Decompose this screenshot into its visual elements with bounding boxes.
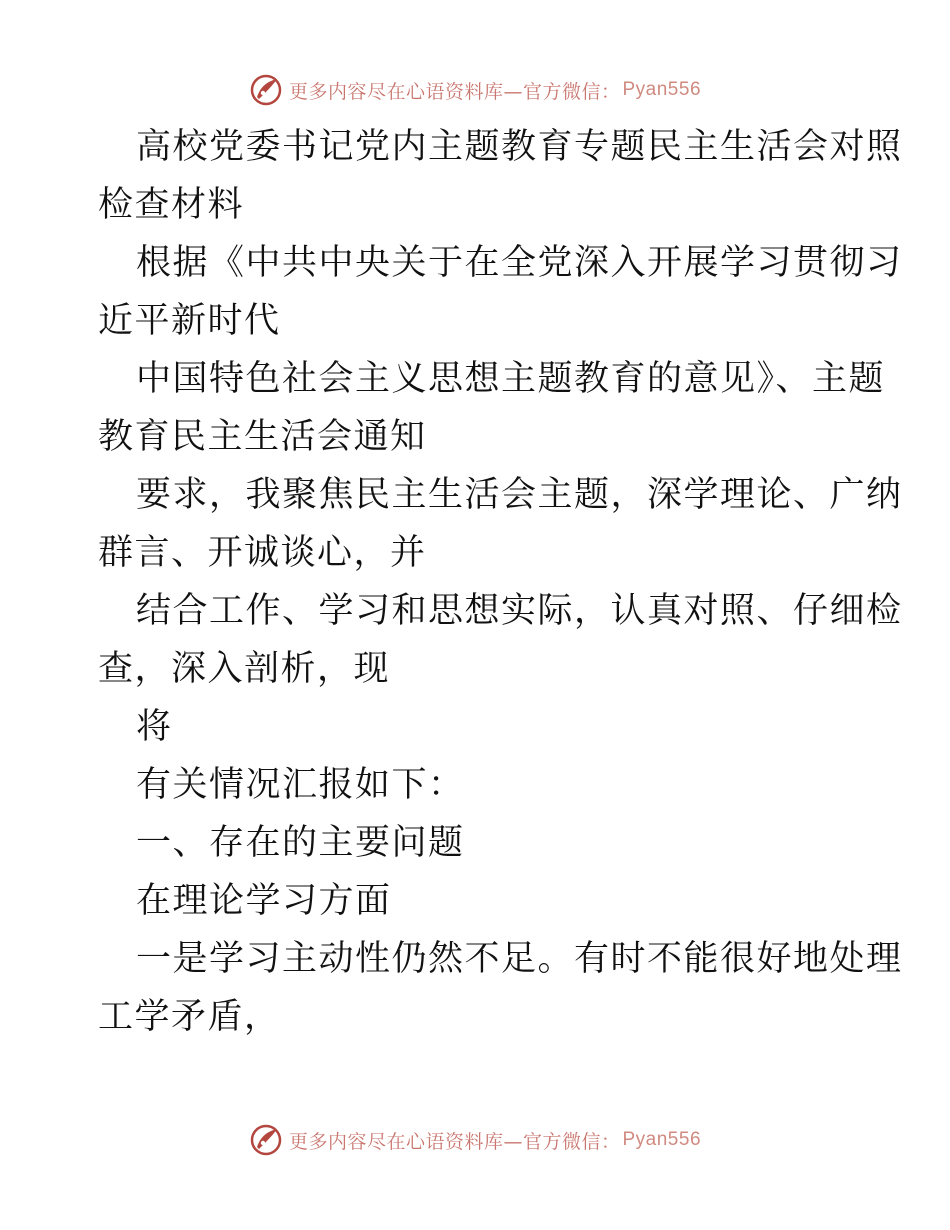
paragraph-line: 结合工作、学习和思想实际，认真对照、仔细检 xyxy=(136,591,903,631)
paragraph-line: 工学矛盾， xyxy=(98,997,281,1037)
paragraph-line: 群言、开诚谈心，并 xyxy=(98,533,427,573)
title-line-1: 高校党委书记党内主题教育专题民主生活会对照 xyxy=(136,127,903,167)
footer-banner xyxy=(0,1120,950,1160)
subsection-heading: 在理论学习方面 xyxy=(136,881,392,921)
paragraph-line: 中国特色社会主义思想主题教育的意见》、主题 xyxy=(136,359,886,399)
header-banner-wechat-id: Pyan556 xyxy=(622,79,702,100)
title-line-2: 检查材料 xyxy=(98,185,245,225)
pen-logo-icon xyxy=(249,73,283,107)
footer-banner-text: 更多内容尽在心语资料库—官方微信： xyxy=(288,1130,621,1153)
paragraph-line: 有关情况汇报如下： xyxy=(136,765,465,805)
pen-logo-icon xyxy=(249,1123,283,1157)
footer-banner-wechat-id: Pyan556 xyxy=(622,1129,702,1150)
paragraph-line: 查，深入剖析，现 xyxy=(98,649,391,689)
paragraph-line: 近平新时代 xyxy=(98,301,281,341)
section-heading: 一、存在的主要问题 xyxy=(136,823,465,863)
paragraph-line: 要求，我聚焦民主生活会主题，深学理论、广纳 xyxy=(136,475,903,515)
document-body xyxy=(98,118,903,1046)
paragraph-line: 将 xyxy=(136,707,173,747)
paragraph-line: 教育民主生活会通知 xyxy=(98,417,427,457)
header-banner-text: 更多内容尽在心语资料库—官方微信： xyxy=(288,80,621,103)
paragraph-line: 一是学习主动性仍然不足。有时不能很好地处理 xyxy=(136,939,903,979)
paragraph-line: 根据《中共中央关于在全党深入开展学习贯彻习 xyxy=(136,243,903,283)
header-banner xyxy=(0,70,950,110)
